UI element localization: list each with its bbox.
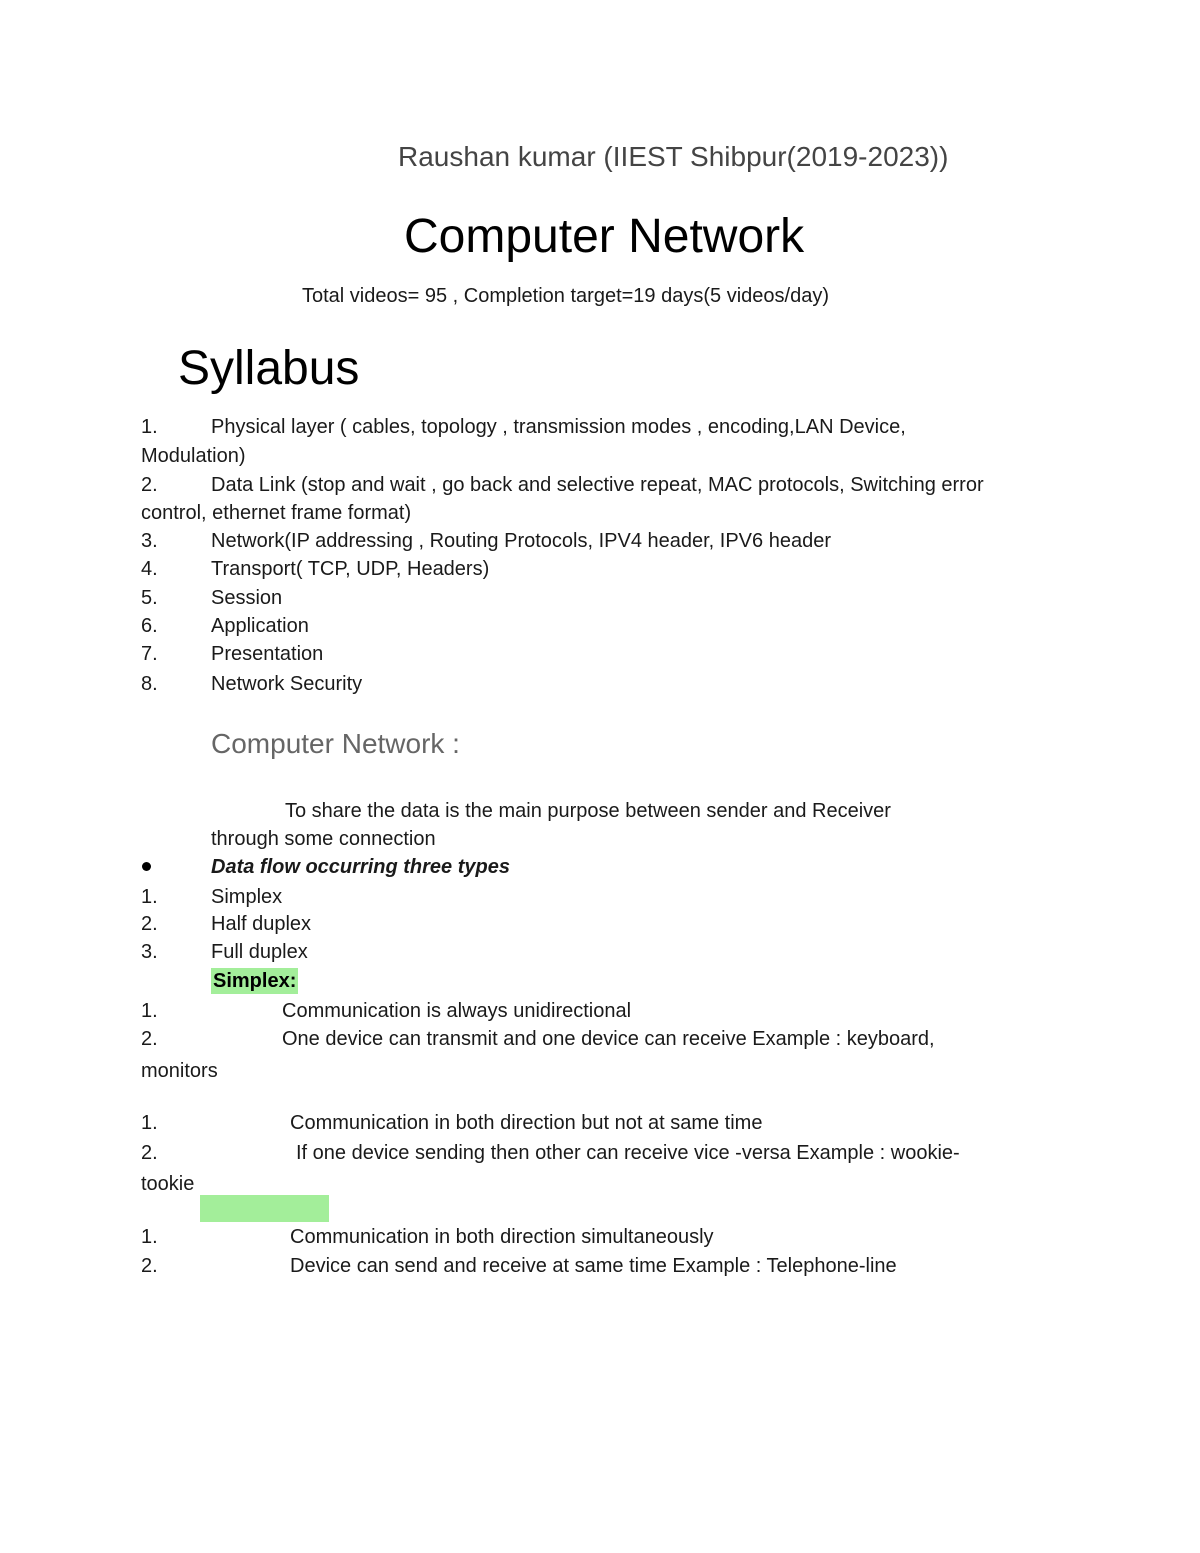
half-duplex-item-text: If one device sending then other can receive vice -versa Example : wookie- — [296, 1142, 960, 1164]
half-duplex-num: 1. — [141, 1112, 158, 1134]
syllabus-item-text: Network(IP addressing , Routing Protocols, IPV4 header, IPV6 header — [211, 530, 831, 552]
syllabus-item-text: Data Link (stop and wait , go back and selective repeat, MAC protocols, Switching error — [211, 474, 984, 496]
syllabus-item-continuation: Modulation) — [141, 445, 246, 467]
syllabus-item-text: Transport( TCP, UDP, Headers) — [211, 558, 490, 580]
purpose-text-continuation: through some connection — [211, 828, 436, 850]
syllabus-item-text: Session — [211, 587, 283, 609]
syllabus-num: 5. — [141, 587, 158, 609]
full-duplex-item-text: Communication in both direction simultaneously — [290, 1226, 714, 1248]
full-duplex-num: 1. — [141, 1226, 158, 1248]
syllabus-num: 1. — [141, 416, 158, 438]
simplex-item-text: Communication is always unidirectional — [282, 1000, 632, 1022]
full-duplex-item-text: Device can send and receive at same time Example : Telephone-line — [290, 1255, 897, 1277]
author-line: Raushan kumar (IIEST Shibpur(2019-2023)) — [398, 141, 949, 172]
syllabus-num: 7. — [141, 643, 158, 665]
half-duplex-num: 2. — [141, 1142, 158, 1164]
document-title: Computer Network — [404, 210, 805, 263]
syllabus-num: 3. — [141, 530, 158, 552]
type-num: 1. — [141, 886, 158, 908]
type-num: 3. — [141, 941, 158, 963]
type-text: Full duplex — [211, 941, 308, 963]
syllabus-item-text: Physical layer ( cables, topology , transmission modes , encoding,LAN Device, — [211, 416, 906, 438]
simplex-item-text: One device can transmit and one device can receive Example : keyboard, — [282, 1028, 935, 1050]
type-text: Half duplex — [211, 913, 312, 935]
syllabus-num: 6. — [141, 615, 158, 637]
purpose-text: To share the data is the main purpose between sender and Receiver — [285, 800, 891, 822]
highlight-block — [200, 1195, 329, 1222]
syllabus-item-text: Network Security — [211, 673, 363, 695]
type-text: Simplex — [211, 886, 283, 908]
syllabus-item-continuation: control, ethernet frame format) — [141, 502, 412, 524]
syllabus-num: 2. — [141, 474, 158, 496]
syllabus-item-text: Application — [211, 615, 309, 637]
dataflow-bullet-text: Data flow occurring three types — [211, 856, 510, 878]
syllabus-num: 4. — [141, 558, 158, 580]
simplex-label: Simplex: — [213, 970, 297, 992]
simplex-num: 2. — [141, 1028, 158, 1050]
section-heading: Computer Network : — [211, 728, 460, 759]
type-num: 2. — [141, 913, 158, 935]
half-duplex-item-text: Communication in both direction but not at same time — [290, 1112, 763, 1134]
syllabus-heading: Syllabus — [178, 342, 360, 395]
syllabus-num: 8. — [141, 673, 158, 695]
simplex-num: 1. — [141, 1000, 158, 1022]
stats-line: Total videos= 95 , Completion target=19 days(5 videos/day) — [302, 285, 829, 307]
full-duplex-num: 2. — [141, 1255, 158, 1277]
half-duplex-item-continuation: tookie — [141, 1173, 195, 1195]
syllabus-item-text: Presentation — [211, 643, 324, 665]
simplex-item-continuation: monitors — [141, 1060, 218, 1082]
bullet-icon — [142, 862, 151, 871]
